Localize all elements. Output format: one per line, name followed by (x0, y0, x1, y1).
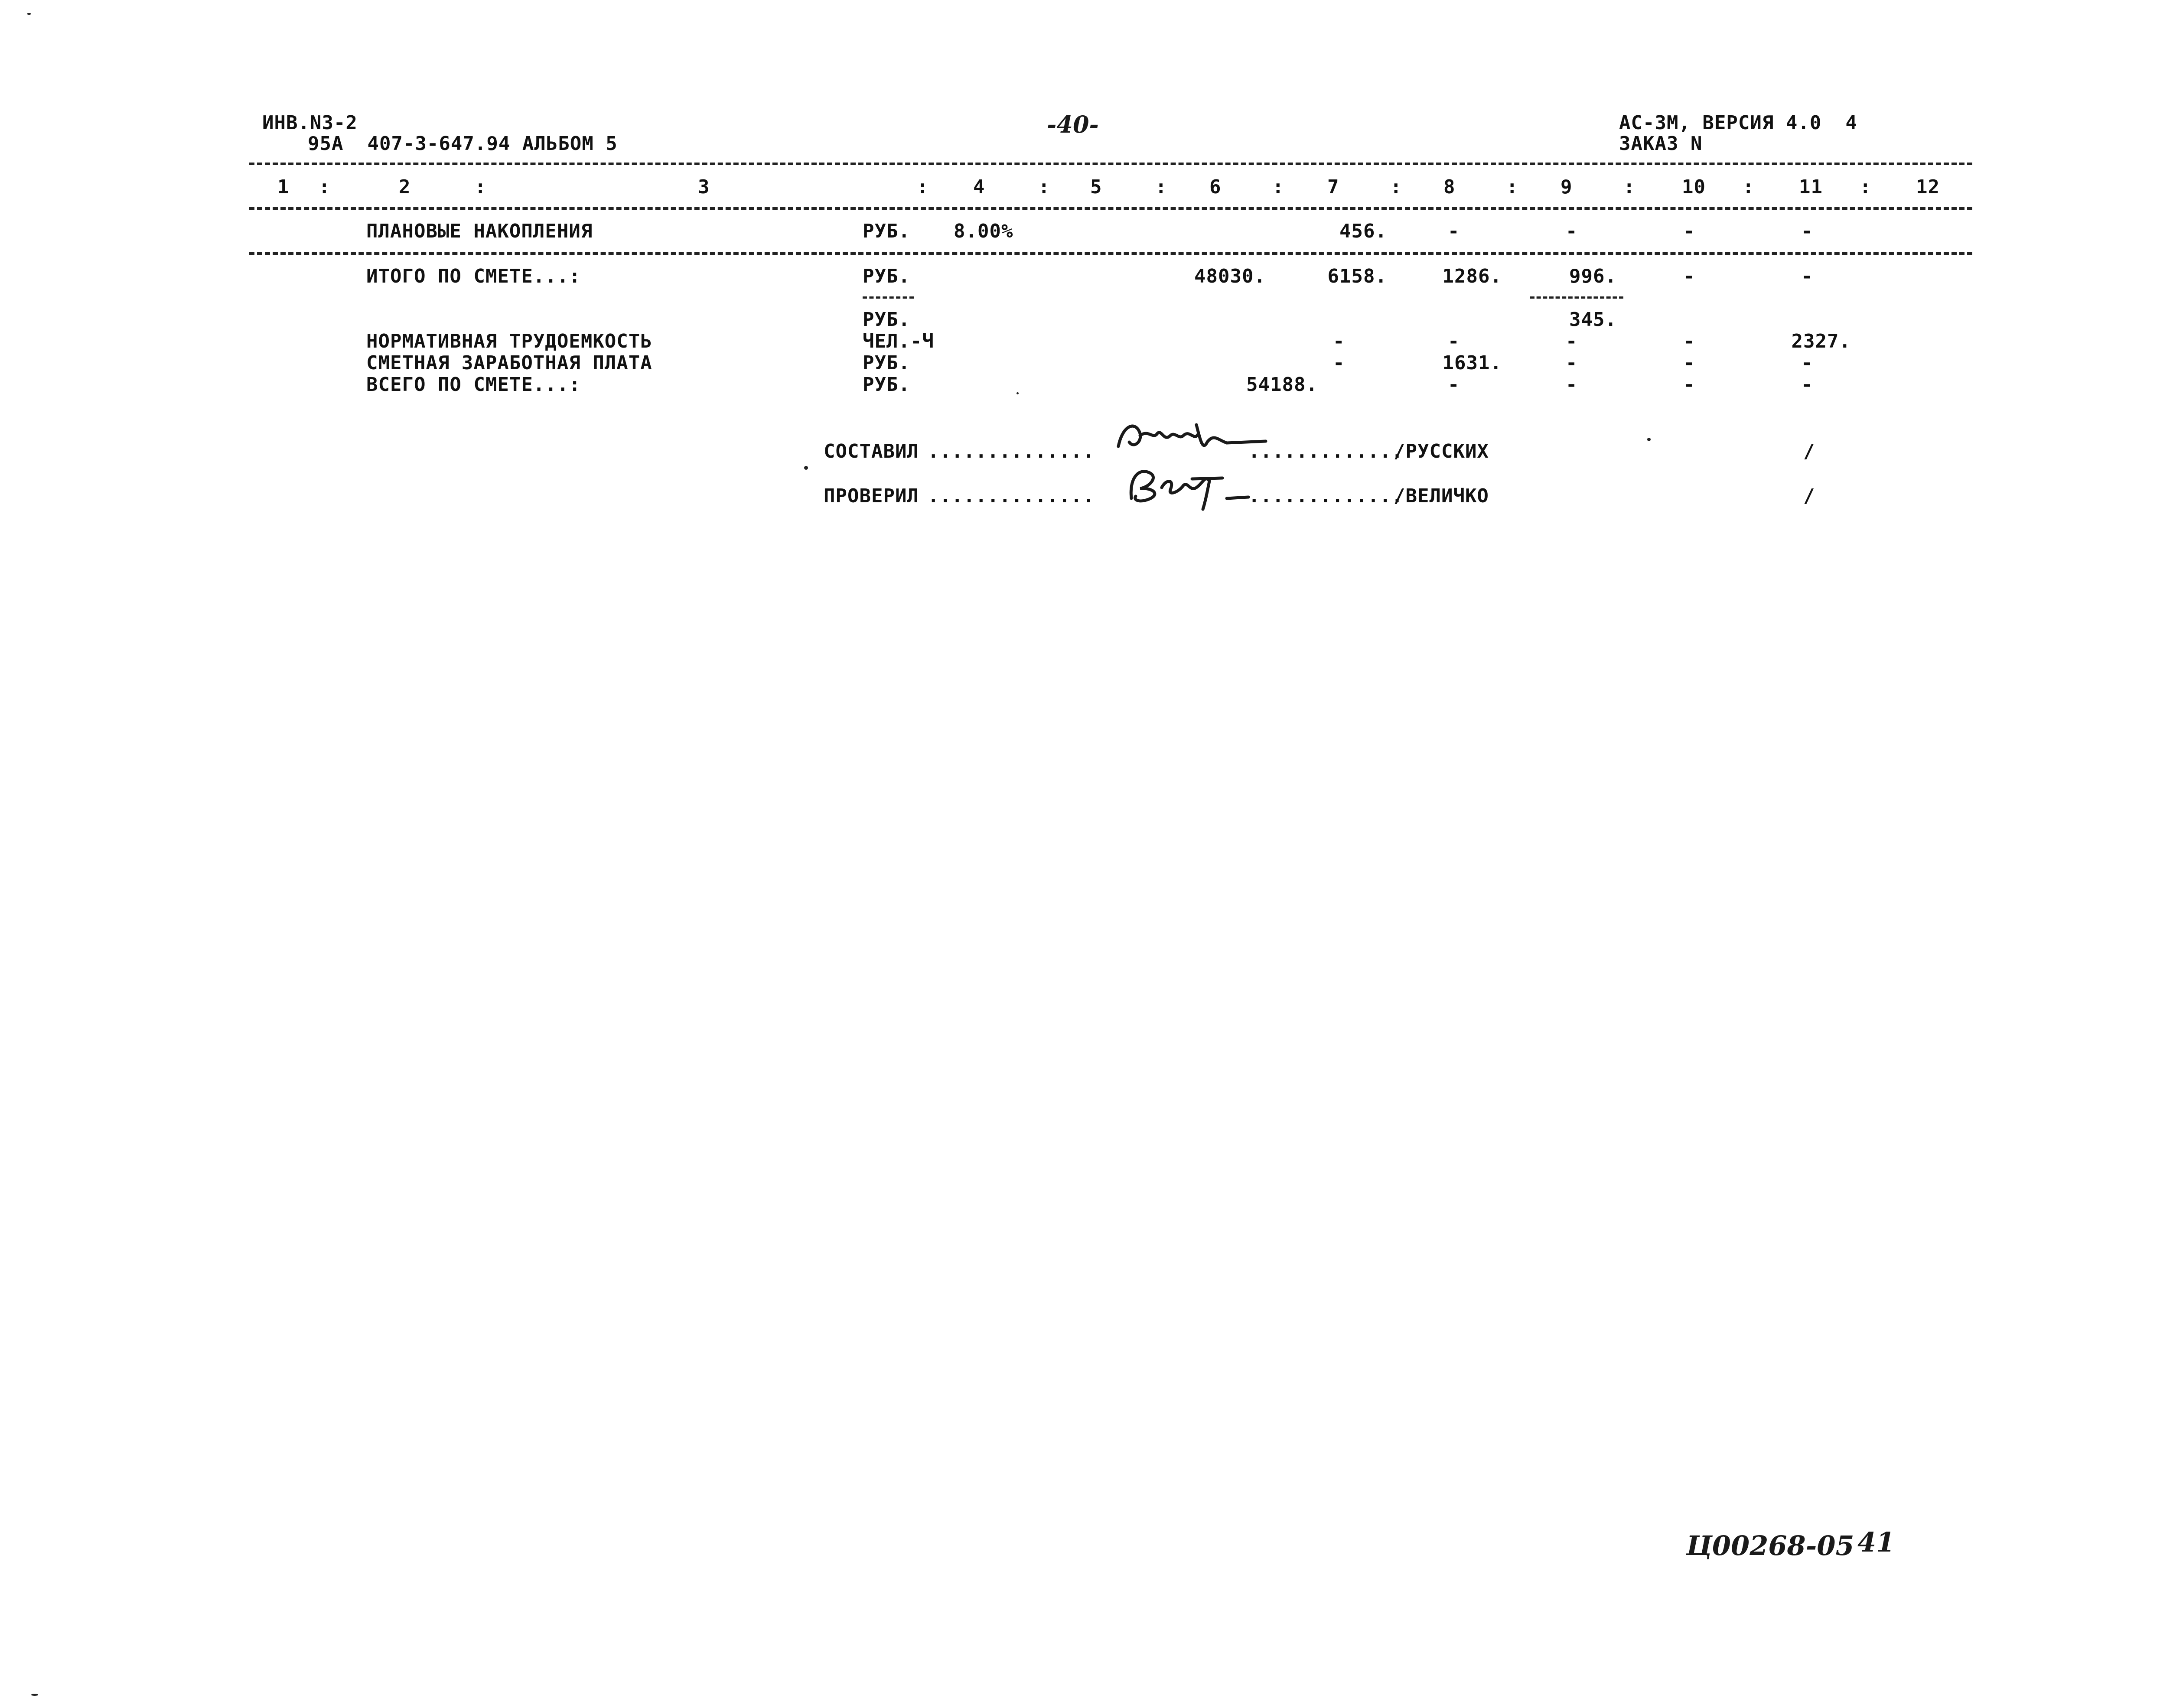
checked-signature (1118, 457, 1283, 514)
grand-total-col9: - (1566, 374, 1578, 396)
total-unit: РУБ. (863, 265, 910, 287)
planned-savings-rate: 8.00% (954, 220, 1013, 242)
total-col7: 6158. (1327, 265, 1387, 287)
total-col11: - (1801, 265, 1813, 287)
composed-dots-right: ............. (1248, 440, 1404, 462)
labor-col10: - (1683, 330, 1695, 352)
grand-total-col6: 54188. (1246, 374, 1318, 396)
labor-col11: 2327. (1791, 330, 1851, 352)
planned-savings-col7: 456. (1339, 220, 1387, 242)
column-separator: : (475, 176, 487, 198)
column-number: 12 (1916, 176, 1940, 198)
labor-unit: ЧЕЛ.-Ч (863, 330, 934, 352)
total-col9: 996. (1569, 265, 1617, 287)
column-number: 4 (973, 176, 985, 198)
labor-col9: - (1566, 330, 1578, 352)
column-number: 9 (1561, 176, 1573, 198)
column-number: 10 (1682, 176, 1706, 198)
grand-total-col11: - (1801, 374, 1813, 396)
composed-slash: / (1803, 440, 1815, 462)
ink-speck (1016, 392, 1019, 394)
labor-col8: - (1448, 330, 1460, 352)
col9-underline (1530, 296, 1623, 299)
composed-dots-left: .............. (928, 440, 1095, 462)
composed-by-label: СОСТАВИЛ (824, 440, 919, 462)
order-number: ЗАКАЗ N (1619, 133, 1703, 155)
page-number: -40- (1047, 111, 1099, 138)
column-number: 11 (1799, 176, 1823, 198)
checked-slash: / (1803, 485, 1815, 507)
salary-unit: РУБ. (863, 352, 910, 374)
salary-label: СМЕТНАЯ ЗАРАБОТНАЯ ПЛАТА (366, 352, 652, 374)
ink-speck (1647, 438, 1651, 441)
planned-savings-col10: - (1683, 220, 1695, 242)
salary-col10: - (1683, 352, 1695, 374)
album-reference: 95А 407-3-647.94 АЛЬБОМ 5 (308, 133, 618, 155)
salary-col9: - (1566, 352, 1578, 374)
checked-by-label: ПРОВЕРИЛ (824, 485, 919, 507)
checked-dots-left: .............. (928, 485, 1095, 507)
grand-total-col8: - (1448, 374, 1460, 396)
planned-savings-label: ПЛАНОВЫЕ НАКОПЛЕНИЯ (366, 220, 593, 242)
archive-stamp: Ц00268-05 (1686, 1530, 1854, 1562)
salary-col11: - (1801, 352, 1813, 374)
column-separator: : (1860, 176, 1872, 198)
checked-dots-right: ............. (1248, 485, 1404, 507)
grand-total-label: ВСЕГО ПО СМЕТЕ...: (366, 374, 581, 396)
column-separator: : (1038, 176, 1050, 198)
column-number: 1 (277, 176, 290, 198)
header-bottom-rule (249, 207, 1972, 210)
software-version: АС-3М, ВЕРСИЯ 4.0 4 (1619, 112, 1857, 134)
column-number: 2 (399, 176, 411, 198)
column-separator: : (1390, 176, 1402, 198)
unit-underline (863, 296, 914, 299)
header-top-rule (249, 163, 1972, 165)
column-number: 5 (1090, 176, 1102, 198)
labor-col7: - (1333, 330, 1345, 352)
composed-signature (1110, 416, 1274, 464)
total-col6: 48030. (1194, 265, 1266, 287)
salary-col7: - (1333, 352, 1345, 374)
total-label: ИТОГО ПО СМЕТЕ...: (366, 265, 581, 287)
column-separator: : (1155, 176, 1167, 198)
column-number: 8 (1443, 176, 1456, 198)
grand-total-col10: - (1683, 374, 1695, 396)
labor-label: НОРМАТИВНАЯ ТРУДОЕМКОСТЬ (366, 330, 652, 352)
planned-savings-col9: - (1566, 220, 1578, 242)
checked-by-name: /ВЕЛИЧКО (1394, 485, 1489, 507)
ink-speck (27, 13, 31, 15)
salary-col8: 1631. (1442, 352, 1502, 374)
column-separator: : (1506, 176, 1518, 198)
column-separator: : (1743, 176, 1755, 198)
column-number: 6 (1209, 176, 1222, 198)
column-separator: : (917, 176, 929, 198)
grand-total-unit: РУБ. (863, 374, 910, 396)
extra-unit: РУБ. (863, 309, 910, 331)
planned-savings-col8: - (1448, 220, 1460, 242)
planned-savings-col11: - (1801, 220, 1813, 242)
sheet-number: 41 (1857, 1526, 1895, 1558)
planned-savings-unit: РУБ. (863, 220, 910, 242)
section-rule (249, 252, 1972, 255)
column-number: 7 (1327, 176, 1339, 198)
inventory-number: ИНВ.N3-2 (262, 112, 358, 134)
ink-speck (31, 1694, 38, 1696)
total-col8: 1286. (1442, 265, 1502, 287)
column-separator: : (1272, 176, 1284, 198)
total-col10: - (1683, 265, 1695, 287)
composed-by-name: /РУССКИХ (1394, 440, 1489, 462)
column-separator: : (1623, 176, 1635, 198)
extra-col9: 345. (1569, 309, 1617, 331)
column-number: 3 (698, 176, 710, 198)
column-separator: : (319, 176, 331, 198)
ink-speck (804, 466, 808, 470)
